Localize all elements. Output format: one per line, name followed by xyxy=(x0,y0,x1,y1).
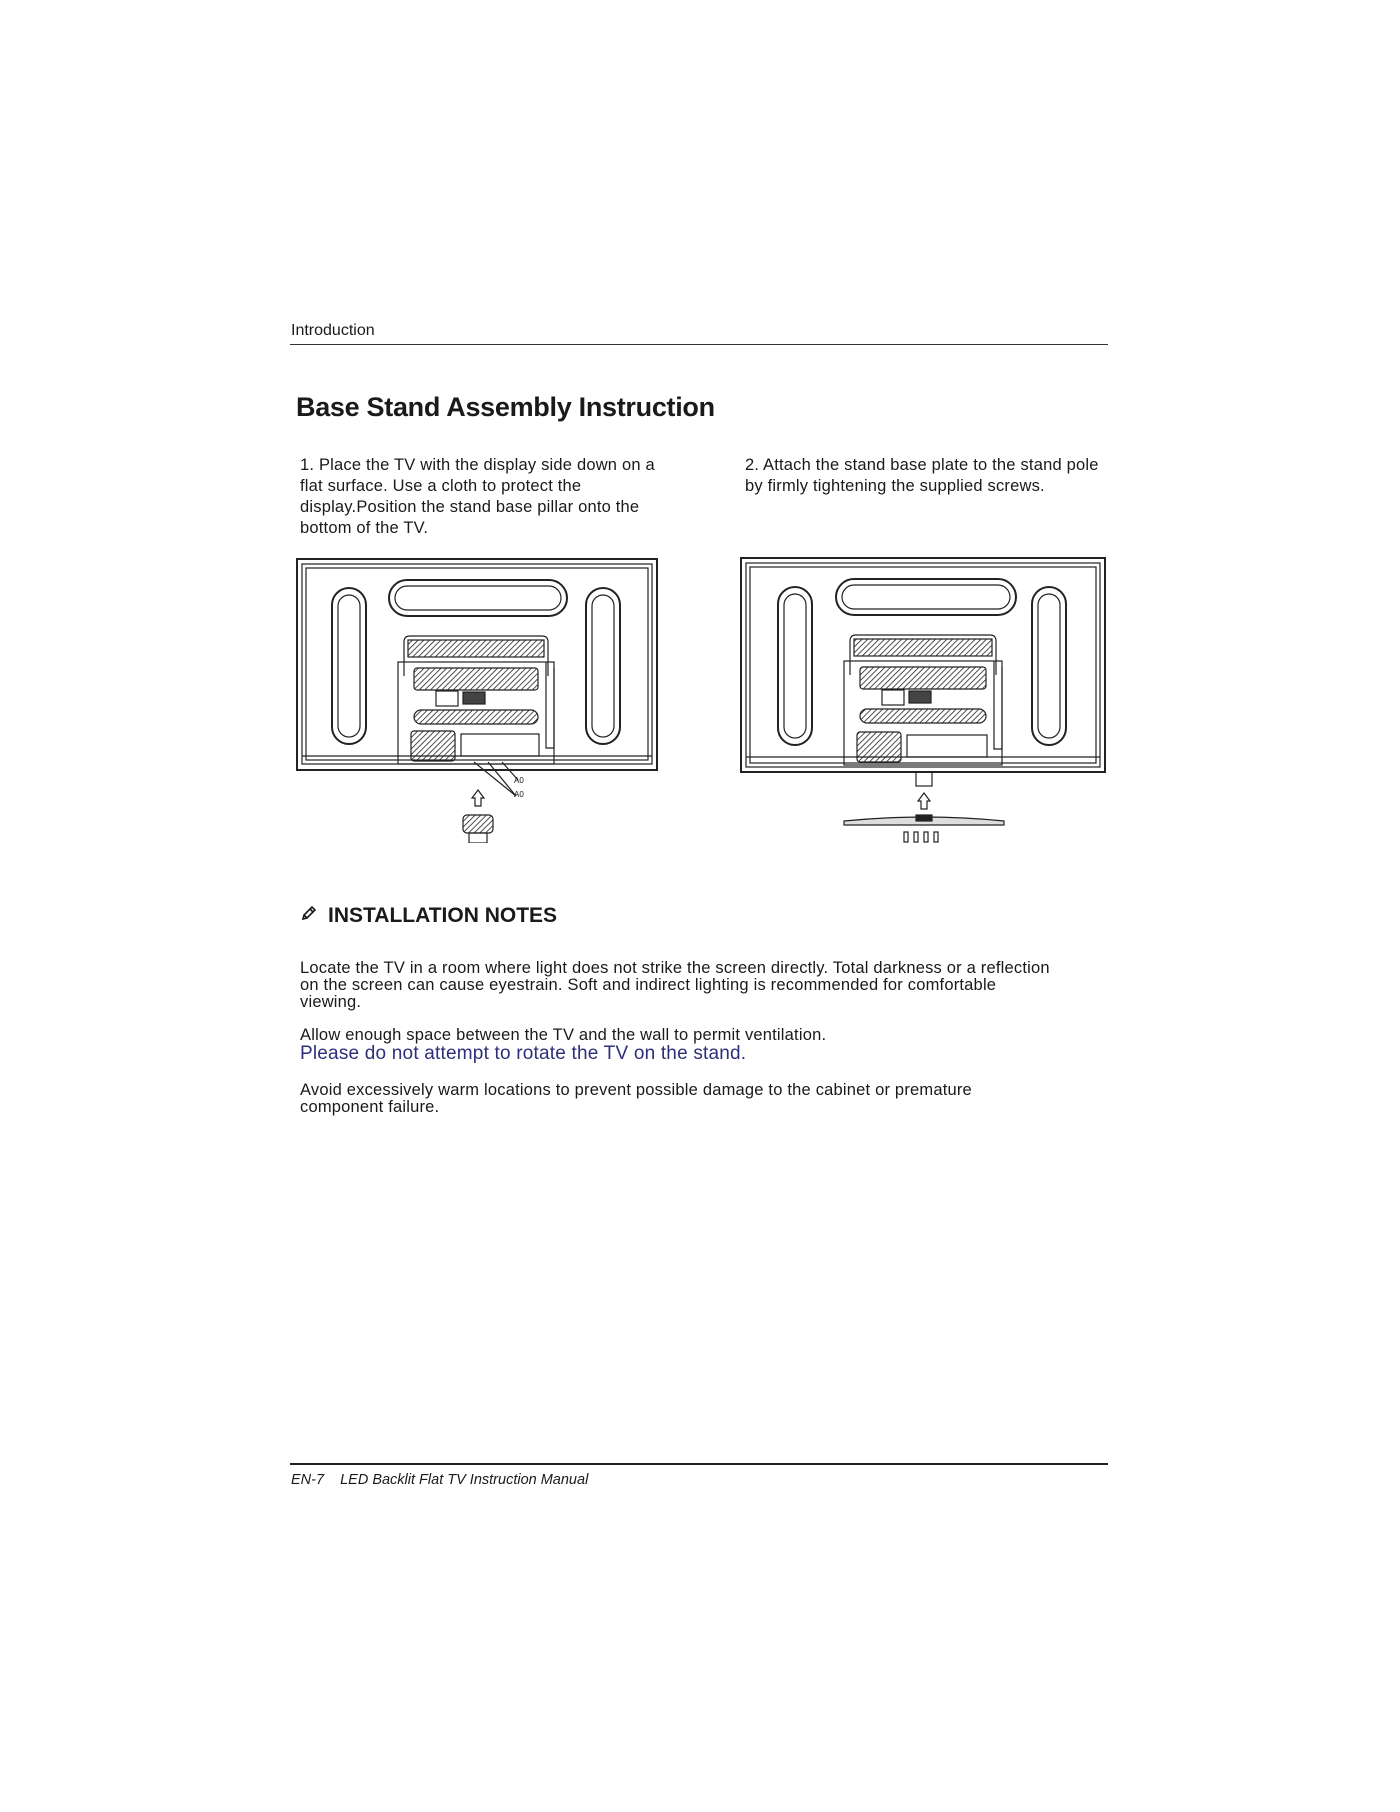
note-ventilation: Allow enough space between the TV and the wall to permit ventilation. xyxy=(300,1026,827,1044)
screw-label-a: A0 xyxy=(514,776,524,785)
header-divider xyxy=(290,344,1108,345)
manual-title: LED Backlit Flat TV Instruction Manual xyxy=(340,1472,589,1488)
page-footer xyxy=(291,1472,588,1488)
figure-step-1-tv-back xyxy=(296,558,658,843)
section-header: Introduction xyxy=(291,322,375,339)
note-warm-locations: Avoid excessively warm locations to prevent possible damage to the cabinet or premature component failure. xyxy=(300,1081,972,1116)
step-1-text: 1. Place the TV with the display side down on a flat surface. Use a cloth to protect the display.Position the stand base pillar onto the bottom of the TV. xyxy=(300,456,655,537)
pencil-icon xyxy=(300,904,318,928)
footer-divider xyxy=(290,1463,1108,1465)
figure-step-2-tv-back xyxy=(740,557,1108,847)
installation-notes-title: INSTALLATION NOTES xyxy=(328,904,558,927)
note-lighting: Locate the TV in a room where light does not strike the screen directly. Total darkness or a reflection on the screen can cause eyestrain. Soft and indirect lighting is recommended for comfortable viewing. xyxy=(300,959,1050,1011)
page-title: Base Stand Assembly Instruction xyxy=(296,392,715,422)
installation-notes-heading xyxy=(300,904,557,928)
step-2-text: 2. Attach the stand base plate to the stand pole by firmly tightening the supplied screws. xyxy=(745,456,1099,495)
screw-label-b: A0 xyxy=(514,790,524,799)
note-no-rotate: Please do not attempt to rotate the TV on the stand. xyxy=(300,1043,747,1064)
page-number: EN-7 xyxy=(291,1472,325,1488)
